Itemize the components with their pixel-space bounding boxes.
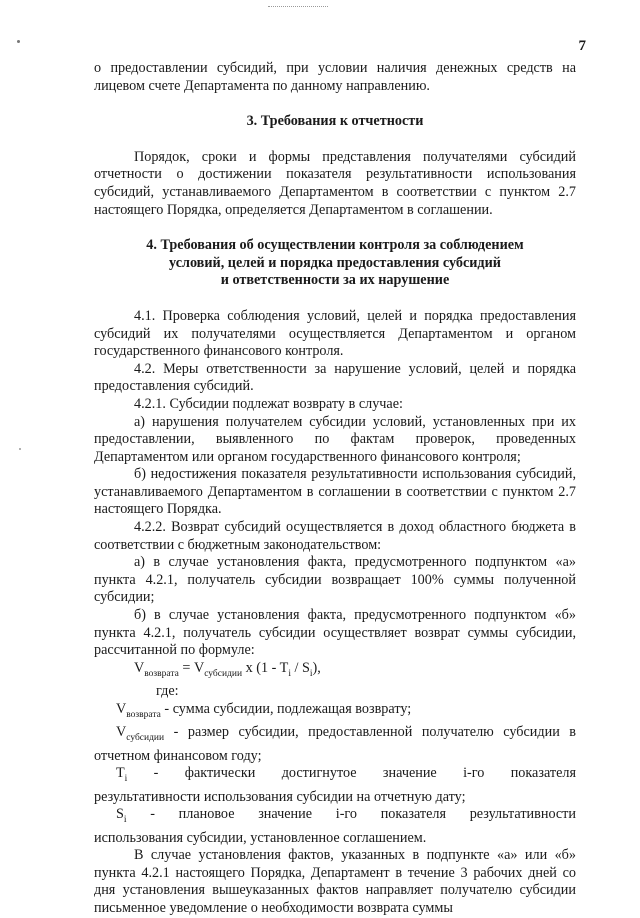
definition-v-subsidii: $V_{субсидии}$ - размер субсидии, предоставленной получателю субсидии в отчетном финансовом году; <box>94 724 576 764</box>
definition-t-line: $T_i$ - фактически достигнутое значение i-го показателя <box>116 765 576 785</box>
section-4-heading-line2: условий, целей и порядка предоставления субсидий <box>169 254 501 271</box>
section-4-heading-line1: 4. Требования об осуществлении контроля за соблюдением <box>146 237 524 254</box>
paragraph-4-2-2: 4.2.2. Возврат субсидий осуществляется в доход областного бюджета в соответствии с бюджетным законодательством: <box>94 519 576 553</box>
section-4-heading <box>94 237 576 290</box>
definition-s-line: $S_i$ - плановое значение i-го показателя результативности <box>116 806 576 826</box>
paragraph-4-2-2-b: б) в случае установления факта, предусмотренного подпунктом «б» пункта 4.2.1, получатель субсидии осуществляет возврат суммы субсидии, рассчитанной по формуле: <box>94 607 576 659</box>
intro-paragraph: о предоставлении субсидий, при условии наличия денежных средств на лицевом счете Департамента по данному направлению. <box>94 60 576 94</box>
definition-s-rest: использования субсидии, установленное соглашением. <box>94 829 427 846</box>
paragraph-final: В случае установления фактов, указанных в подпункте «а» или «б» пункта 4.2.1 настоящего Порядка, Департамент в течение 3 рабочих дней со дня установления вышеуказанных фактов направляет получателю субсидии письменное уведомление о необходимости возврата суммы <box>94 847 576 917</box>
paragraph-4-2-1-b: б) недостижения показателя результативности использования субсидий, устанавливаемого Департаментом в соглашении в соответствии с пунктом 2.7 настоящего Порядка. <box>94 466 576 518</box>
scan-artifact-dot <box>17 40 20 43</box>
paragraph-4-2-2-a: а) в случае установления факта, предусмотренного подпунктом «а» пункта 4.2.1, получатель субсидии возвращает 100% суммы полученной субсидии; <box>94 554 576 606</box>
paragraph-4-2-1: 4.2.1. Субсидии подлежат возврату в случае: <box>134 395 403 412</box>
scan-artifact <box>268 6 328 9</box>
scan-artifact-dot <box>19 448 21 450</box>
definition-t-rest: результативности использования субсидии на отчетную дату; <box>94 788 466 805</box>
section-4-heading-line3: и ответственности за их нарушение <box>220 272 450 289</box>
paragraph-4-2: 4.2. Меры ответственности за нарушение условий, целей и порядка предоставления субсидий. <box>94 360 576 395</box>
refund-formula: $V_{возврата} = V_{субсидии}$ x $(1 - T_i / S_i)$, <box>134 659 321 679</box>
section-3-paragraph: Порядок, сроки и формы представления получателями субсидий отчетности о достижении показателя результативности использования субсидий, устанавливаемого Департаментом в соответствии с пунктом 2.7 настоящего Порядка, определяется Департаментом в соглашении. <box>94 148 576 218</box>
page-number: 7 <box>578 38 586 54</box>
definition-v-vozvrata: $V_{возврата}$ - сумма субсидии, подлежащая возврату; <box>116 700 412 720</box>
paragraph-4-2-1-a: а) нарушения получателем субсидии условий, установленных при их предоставлении, выявленного по фактам проверок, проведенных Департаментом или органом государственного финансового контроля; <box>94 413 576 465</box>
paragraph-4-1: 4.1. Проверка соблюдения условий, целей и порядка предоставления субсидий их получателями осуществляется Департаментом и органом государственного финансового контроля. <box>94 307 576 360</box>
section-3-heading: 3. Требования к отчетности <box>246 113 424 130</box>
where-label: где: <box>156 683 179 700</box>
document-body <box>94 60 576 918</box>
